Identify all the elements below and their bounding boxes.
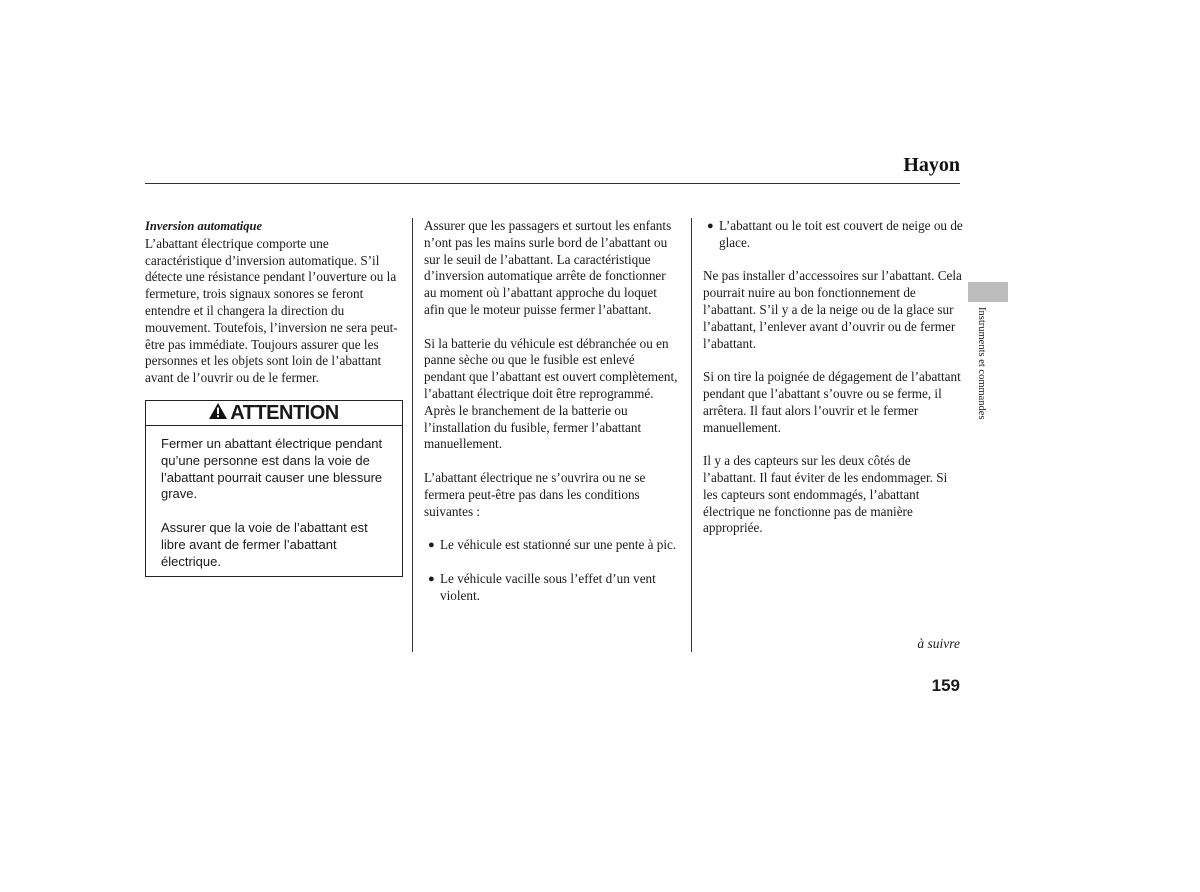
- section-subheading: Inversion automatique: [145, 219, 263, 233]
- warning-body: [146, 426, 402, 570]
- paragraph: Il y a des capteurs sur les deux côtés de l’abattant. Il faut éviter de les endommager. Si les capteurs sont endommagés, l’abattant électrique ne fonctionne pas de manière appropriée.: [703, 453, 948, 536]
- warning-paragraph: Assurer que la voie de l’abattant est libre avant de fermer l’abattant électrique.: [161, 519, 368, 569]
- title-rule: [145, 183, 960, 184]
- bullet-icon: ●: [707, 220, 714, 232]
- list-item-text: Le véhicule vacille sous l’effet d’un vent violent.: [440, 570, 656, 603]
- list-item: [703, 218, 965, 252]
- column-2: [424, 218, 678, 621]
- warning-title: ATTENTION: [230, 401, 339, 424]
- page-number: 159: [931, 676, 960, 695]
- paragraph: Si on tire la poignée de dégagement de l’abattant pendant que l’abattant s’ouvre ou se ferme, il arrêtera. Il faut alors l’ouvrir et le fermer manuellement.: [703, 369, 961, 435]
- paragraph: Assurer que les passagers et surtout les enfants n’ont pas les mains surle bord de l’abattant ou sur le seuil de l’abattant. La caractéristique d’inversion automatique arrête de fonctionner au moment où l’abattant approche du loquet afin que le moteur puisse fermer l’abattant.: [424, 218, 672, 317]
- column-divider-2: [691, 218, 692, 652]
- column-divider-1: [412, 218, 413, 652]
- paragraph: L’abattant électrique comporte une caractéristique d’inversion automatique. S’il détecte une résistance pendant l’ouverture ou la fermeture, trois signaux sonores se feront entendre et il changera la direction du mouvement. Toutefois, l’inversion ne sera peut-être pas immédiate. Toujours assurer que les personnes et les objets sont loin de l’abattant avant de l’ouvrir ou de le fermer.: [145, 235, 398, 386]
- list-item-text: L’abattant ou le toit est couvert de neige ou de glace.: [719, 218, 963, 250]
- continued-note: à suivre: [917, 636, 960, 651]
- list-item-text: Le véhicule est stationné sur une pente à pic.: [440, 537, 677, 553]
- list-item: [424, 537, 678, 554]
- section-label: Instruments et commandes: [976, 307, 987, 420]
- bullet-icon: ●: [428, 539, 435, 552]
- warning-header: [146, 401, 402, 426]
- list-item: [424, 571, 678, 605]
- paragraph: L’abattant électrique ne s’ouvrira ou ne se fermera peut-être pas dans les conditions suivantes :: [424, 469, 646, 519]
- section-tab: [968, 282, 1008, 302]
- warning-paragraph: Fermer un abattant électrique pendant qu’une personne est dans la voie de l’abattant pourrait causer une blessure grave.: [161, 436, 383, 502]
- warning-triangle-icon: [209, 402, 230, 425]
- column-1: [145, 218, 407, 404]
- page-title: Hayon: [903, 154, 960, 176]
- paragraph: Si la batterie du véhicule est débranchée ou en panne sèche ou que le fusible est enlevé pendant que l’abattant est ouvert complètement, l’abattant électrique doit être reprogrammé. Après le branchement de la batterie ou l’installation du fusible, fermer l’abattant manuellement.: [424, 335, 678, 452]
- warning-box: [145, 400, 403, 577]
- column-3: [703, 218, 965, 554]
- paragraph: Ne pas installer d’accessoires sur l’abattant. Cela pourrait nuire au bon fonctionnement de l’abattant. S’il y a de la neige ou de la glace sur l’abattant, l’enlever avant d’ouvrir ou de fermer l’abattant.: [703, 268, 962, 351]
- bullet-icon: ●: [428, 572, 435, 585]
